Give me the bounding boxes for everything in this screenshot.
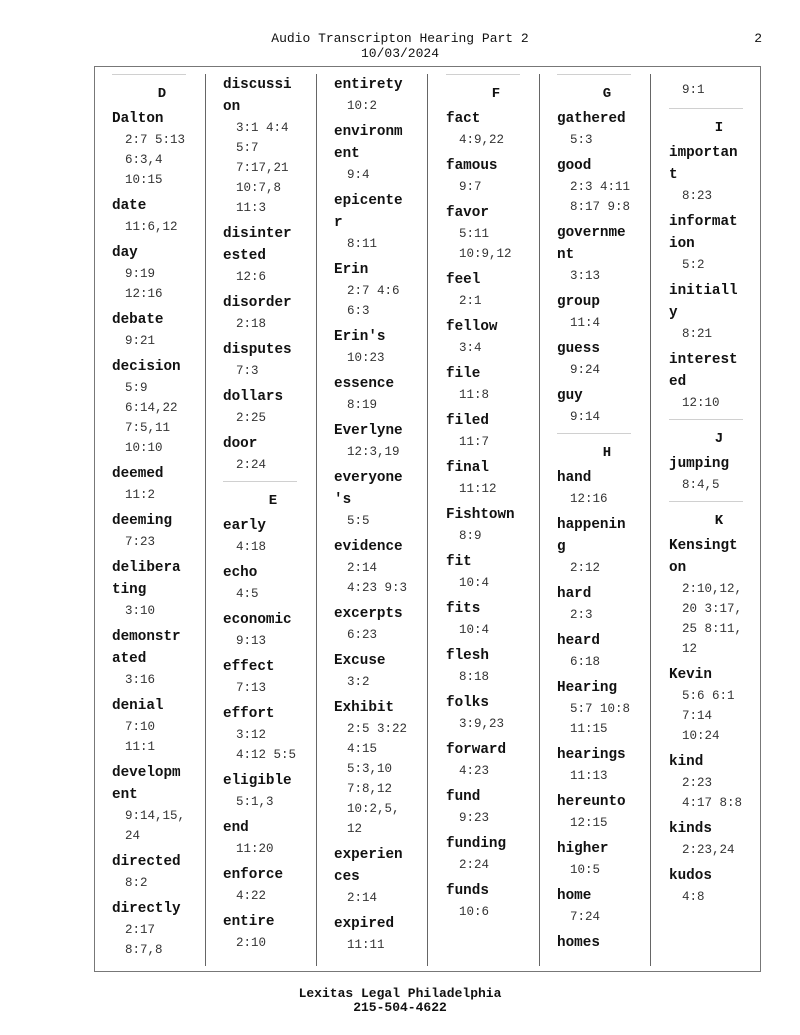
- index-word: fund: [446, 789, 481, 805]
- letter-heading: D: [157, 86, 167, 102]
- index-word: denial: [112, 698, 164, 714]
- index-refs: 3:10: [125, 604, 156, 618]
- index-refs: 4:9,22: [459, 133, 505, 147]
- index-word: dollars: [223, 389, 284, 405]
- header-title: Audio Transcripton Hearing Part 2: [271, 31, 529, 46]
- index-word: jumping: [669, 456, 730, 472]
- index-entry: [669, 535, 769, 659]
- index-word: date: [112, 198, 147, 214]
- index-word: disorder: [223, 295, 292, 311]
- index-word: fact: [446, 111, 481, 127]
- index-refs: 5:1,3: [236, 795, 274, 809]
- index-column-3: [334, 74, 434, 960]
- index-entry: [223, 223, 323, 287]
- index-word: importan t: [669, 145, 738, 183]
- index-entry: [334, 650, 434, 692]
- index-refs: 4:18: [236, 540, 267, 554]
- index-refs: 9:13: [236, 634, 267, 648]
- index-word: Everlyne: [334, 423, 403, 439]
- index-entry: [334, 536, 434, 598]
- index-word: effort: [223, 706, 275, 722]
- index-refs: 8:19: [347, 398, 378, 412]
- index-entry: [446, 410, 546, 452]
- index-entry: [446, 363, 546, 405]
- index-entry: [669, 142, 769, 206]
- index-word: informat ion: [669, 214, 738, 252]
- index-refs: 10:6: [459, 905, 490, 919]
- index-entry: [112, 463, 212, 505]
- letter-section: [223, 481, 323, 509]
- index-entry: [334, 913, 434, 955]
- index-word: Hearing: [557, 680, 618, 696]
- index-word: kinds: [669, 821, 712, 837]
- index-word: epicente r: [334, 193, 403, 231]
- footer-phone: 215-504-4622: [353, 1000, 447, 1015]
- index-refs: 2:10: [236, 936, 267, 950]
- index-entry: [669, 349, 769, 413]
- index-refs: 3:4: [459, 341, 482, 355]
- index-word: hereunto: [557, 794, 626, 810]
- index-word: guess: [557, 341, 600, 357]
- index-word: decision: [112, 359, 181, 375]
- index-entry: [446, 692, 546, 734]
- index-refs: 3:13: [570, 269, 601, 283]
- index-refs: 10:23: [347, 351, 385, 365]
- index-refs: 8:4,5: [682, 478, 720, 492]
- index-entry: [557, 222, 657, 286]
- letter-heading: F: [491, 86, 501, 102]
- index-word: good: [557, 158, 592, 174]
- index-word: experien ces: [334, 847, 403, 885]
- index-refs: 9:21: [125, 334, 156, 348]
- index-refs: 12:16: [570, 492, 608, 506]
- index-refs: 9:14: [570, 410, 601, 424]
- index-entry: [223, 339, 323, 381]
- index-word: demonstr ated: [112, 629, 181, 667]
- letter-section: [669, 419, 769, 447]
- index-word: deeming: [112, 513, 173, 529]
- index-refs: 11:2: [125, 488, 156, 502]
- index-refs: 2:7 5:13 6:3,4 10:15: [125, 133, 186, 187]
- index-entry: [223, 817, 323, 859]
- index-word: essence: [334, 376, 395, 392]
- index-entry: [557, 514, 657, 578]
- letter-heading: K: [714, 513, 724, 529]
- index-word: directed: [112, 854, 181, 870]
- letter-heading: E: [268, 493, 278, 509]
- index-refs: 9:19 12:16: [125, 267, 163, 301]
- index-word: file: [446, 366, 481, 382]
- index-refs: 8:2: [125, 876, 148, 890]
- letter-heading: H: [602, 445, 612, 461]
- index-column-4: [446, 74, 546, 927]
- index-word: disputes: [223, 342, 292, 358]
- index-refs: 2:14 4:23 9:3: [347, 561, 408, 595]
- index-refs: 2:3 4:11 8:17 9:8: [570, 180, 631, 214]
- index-entry: [557, 885, 657, 927]
- index-refs: 2:3: [570, 608, 593, 622]
- index-refs: 11:7: [459, 435, 490, 449]
- index-entry: [334, 697, 434, 839]
- index-word: hearings: [557, 747, 626, 763]
- index-word: echo: [223, 565, 258, 581]
- index-refs: 11:13: [570, 769, 608, 783]
- index-entry: [446, 202, 546, 264]
- index-word: environm ent: [334, 124, 403, 162]
- index-entry: [112, 851, 212, 893]
- index-entry: [446, 551, 546, 593]
- index-refs: 11:12: [459, 482, 497, 496]
- index-refs: 5:3: [570, 133, 593, 147]
- index-word: forward: [446, 742, 507, 758]
- index-entry: [669, 865, 769, 907]
- footer-company: Lexitas Legal Philadelphia: [298, 986, 502, 1001]
- index-entry: [334, 121, 434, 185]
- index-refs: 8:21: [682, 327, 713, 341]
- index-entry: [223, 656, 323, 698]
- index-column-2: [223, 74, 323, 958]
- index-entry: [223, 609, 323, 651]
- index-refs: 12:10: [682, 396, 720, 410]
- index-refs: 9:1: [682, 83, 705, 97]
- letter-section: [669, 501, 769, 529]
- index-entry: [334, 844, 434, 908]
- index-entry: [223, 515, 323, 557]
- index-entry: [223, 433, 323, 475]
- index-entry: [557, 744, 657, 786]
- index-refs: 5:9 6:14,22 7:5,11 10:10: [125, 381, 178, 455]
- letter-section: [446, 74, 546, 102]
- index-column-6: [669, 74, 769, 912]
- index-entry: [669, 664, 769, 746]
- index-entry: [557, 583, 657, 625]
- index-word: group: [557, 294, 600, 310]
- index-refs: 9:7: [459, 180, 482, 194]
- index-refs: 3:16: [125, 673, 156, 687]
- index-refs: 11:6,12: [125, 220, 178, 234]
- index-refs: 8:18: [459, 670, 490, 684]
- index-entry: [557, 677, 657, 739]
- index-word: initiall y: [669, 283, 738, 321]
- index-entry: [112, 557, 212, 621]
- index-refs: 3:9,23: [459, 717, 505, 731]
- index-refs: 4:5: [236, 587, 259, 601]
- index-refs: 8:23: [682, 189, 713, 203]
- index-word: Erin: [334, 262, 369, 278]
- index-word: Erin's: [334, 329, 386, 345]
- index-word: early: [223, 518, 266, 534]
- index-word: delibera ting: [112, 560, 181, 598]
- index-refs: 2:18: [236, 317, 267, 331]
- index-entry: [223, 911, 323, 953]
- index-refs: 2:12: [570, 561, 601, 575]
- index-word: Kensingt on: [669, 538, 738, 576]
- index-word: folks: [446, 695, 489, 711]
- index-word: fit: [446, 554, 472, 570]
- index-refs: 4:8: [682, 890, 705, 904]
- index-entry: [669, 453, 769, 495]
- letter-section: [557, 74, 657, 102]
- index-refs: 2:24: [459, 858, 490, 872]
- index-word: Fishtown: [446, 507, 515, 523]
- index-entry: [669, 818, 769, 860]
- index-entry: [112, 695, 212, 757]
- index-refs: 5:6 6:1 7:14 10:24: [682, 689, 735, 743]
- index-refs: 10:2: [347, 99, 378, 113]
- index-refs: 2:23 4:17 8:8: [682, 776, 743, 810]
- index-word: governme nt: [557, 225, 626, 263]
- index-refs: 10:4: [459, 623, 490, 637]
- index-refs: 4:22: [236, 889, 267, 903]
- index-word: funding: [446, 836, 507, 852]
- index-word: higher: [557, 841, 609, 857]
- index-refs: 2:5 3:22 4:15 5:3,10 7:8,12 10:2,5, 12: [347, 722, 408, 836]
- index-word: door: [223, 436, 258, 452]
- index-entry: [112, 898, 212, 960]
- index-word: Dalton: [112, 111, 164, 127]
- index-refs: 11:11: [347, 938, 385, 952]
- index-word: entire: [223, 914, 275, 930]
- index-refs: 11:8: [459, 388, 490, 402]
- index-refs: 6:18: [570, 655, 601, 669]
- index-word: kudos: [669, 868, 712, 884]
- index-word: filed: [446, 413, 489, 429]
- index-word: Exhibit: [334, 700, 395, 716]
- index-refs: 9:24: [570, 363, 601, 377]
- index-refs: 7:13: [236, 681, 267, 695]
- index-word: debate: [112, 312, 164, 328]
- index-word: favor: [446, 205, 489, 221]
- index-refs: 10:5: [570, 863, 601, 877]
- letter-heading: G: [602, 86, 612, 102]
- index-refs: 7:23: [125, 535, 156, 549]
- index-entry: [557, 630, 657, 672]
- index-entry: [334, 373, 434, 415]
- index-entry: [669, 280, 769, 344]
- index-refs: 11:20: [236, 842, 274, 856]
- index-word: homes: [557, 935, 600, 951]
- index-word: kind: [669, 754, 704, 770]
- index-word: effect: [223, 659, 275, 675]
- index-column-1: [112, 74, 212, 965]
- index-word: gathered: [557, 111, 626, 127]
- index-word: hand: [557, 470, 592, 486]
- index-entry: [446, 739, 546, 781]
- index-refs: 5:11 10:9,12: [459, 227, 512, 261]
- index-word: Excuse: [334, 653, 386, 669]
- index-refs: 9:23: [459, 811, 490, 825]
- index-word: happenin g: [557, 517, 626, 555]
- index-entry: [557, 932, 657, 954]
- index-word: eligible: [223, 773, 292, 789]
- index-entry: [557, 338, 657, 380]
- index-word: day: [112, 245, 138, 261]
- index-refs: 2:1: [459, 294, 482, 308]
- page-number: 2: [754, 31, 762, 46]
- index-entry: [223, 562, 323, 604]
- index-word: excerpts: [334, 606, 403, 622]
- index-refs: 12:3,19: [347, 445, 400, 459]
- index-refs: 3:1 4:4 5:7 7:17,21 10:7,8 11:3: [236, 121, 289, 215]
- index-entry: [446, 108, 546, 150]
- index-refs: 7:3: [236, 364, 259, 378]
- index-entry: [446, 833, 546, 875]
- index-word: expired: [334, 916, 395, 932]
- index-entry: [557, 838, 657, 880]
- letter-heading: J: [714, 431, 724, 447]
- index-entry: [446, 645, 546, 687]
- index-refs: 12:6: [236, 270, 267, 284]
- index-word: flesh: [446, 648, 489, 664]
- index-entry: [223, 386, 323, 428]
- index-entry: [446, 504, 546, 546]
- index-word: developm ent: [112, 765, 181, 803]
- index-entry: [446, 269, 546, 311]
- index-word: discussi on: [223, 77, 292, 115]
- index-word: heard: [557, 633, 600, 649]
- index-entry: [446, 457, 546, 499]
- index-refs: 3:12 4:12 5:5: [236, 728, 297, 762]
- index-entry: [112, 762, 212, 846]
- index-refs: 9:14,15, 24: [125, 809, 186, 843]
- index-entry: [112, 242, 212, 304]
- index-word: fits: [446, 601, 481, 617]
- index-word: feel: [446, 272, 481, 288]
- index-word: famous: [446, 158, 498, 174]
- index-entry: [112, 626, 212, 690]
- letter-section: [669, 108, 769, 136]
- index-word: home: [557, 888, 592, 904]
- index-refs: 8:9: [459, 529, 482, 543]
- index-column-5: [557, 74, 657, 959]
- index-entry: [334, 259, 434, 321]
- index-word: hard: [557, 586, 592, 602]
- index-word: enforce: [223, 867, 284, 883]
- letter-section: [557, 433, 657, 461]
- index-refs: 3:2: [347, 675, 370, 689]
- index-entry: [334, 420, 434, 462]
- index-refs: 8:11: [347, 237, 378, 251]
- index-entry: [112, 108, 212, 190]
- index-entry: [669, 751, 769, 813]
- index-refs: 2:17 8:7,8: [125, 923, 163, 957]
- index-entry: [334, 74, 434, 116]
- index-entry: [446, 786, 546, 828]
- index-entry: [223, 74, 323, 218]
- index-word: funds: [446, 883, 489, 899]
- index-refs: 6:23: [347, 628, 378, 642]
- index-word: fellow: [446, 319, 498, 335]
- index-entry: [557, 467, 657, 509]
- index-word: deemed: [112, 466, 164, 482]
- index-entry: [557, 385, 657, 427]
- index-word: economic: [223, 612, 292, 628]
- index-entry: [446, 155, 546, 197]
- index-entry: [557, 791, 657, 833]
- index-word: directly: [112, 901, 181, 917]
- index-entry: [334, 603, 434, 645]
- index-word: interest ed: [669, 352, 738, 390]
- index-entry: [446, 316, 546, 358]
- index-word: evidence: [334, 539, 403, 555]
- index-entry: [557, 291, 657, 333]
- index-refs: 4:23: [459, 764, 490, 778]
- index-entry: [112, 510, 212, 552]
- index-entry: [446, 598, 546, 640]
- header-date: 10/03/2024: [360, 46, 439, 61]
- index-entry: [334, 190, 434, 254]
- index-entry: [223, 770, 323, 812]
- index-entry: [334, 326, 434, 368]
- index-entry: [223, 864, 323, 906]
- index-entry: [334, 467, 434, 531]
- letter-heading: I: [714, 120, 724, 136]
- index-refs: 10:4: [459, 576, 490, 590]
- index-refs: 2:23,24: [682, 843, 735, 857]
- index-refs: 11:4: [570, 316, 601, 330]
- index-entry: [112, 195, 212, 237]
- index-entry: [669, 211, 769, 275]
- index-refs: 2:7 4:6 6:3: [347, 284, 400, 318]
- index-entry: [112, 309, 212, 351]
- letter-section: [112, 74, 212, 102]
- index-refs: 2:25: [236, 411, 267, 425]
- index-word: everyone 's: [334, 470, 403, 508]
- index-refs: 5:5: [347, 514, 370, 528]
- index-entry: [223, 292, 323, 334]
- index-word: final: [446, 460, 489, 476]
- index-word: Kevin: [669, 667, 712, 683]
- index-entry: [557, 108, 657, 150]
- index-entry: [557, 155, 657, 217]
- index-entry: [446, 880, 546, 922]
- index-refs: 2:24: [236, 458, 267, 472]
- index-refs: 12:15: [570, 816, 608, 830]
- index-refs: 7:24: [570, 910, 601, 924]
- index-refs: 7:10 11:1: [125, 720, 156, 754]
- index-refs: 2:10,12, 20 3:17, 25 8:11, 12: [682, 582, 743, 656]
- index-word: end: [223, 820, 249, 836]
- index-word: disinter ested: [223, 226, 292, 264]
- index-refs: 9:4: [347, 168, 370, 182]
- index-word: entirety: [334, 77, 403, 93]
- index-entry: [112, 356, 212, 458]
- index-word: guy: [557, 388, 583, 404]
- index-refs: 2:14: [347, 891, 378, 905]
- index-entry: [223, 703, 323, 765]
- index-refs: 5:7 10:8 11:15: [570, 702, 631, 736]
- index-refs: 5:2: [682, 258, 705, 272]
